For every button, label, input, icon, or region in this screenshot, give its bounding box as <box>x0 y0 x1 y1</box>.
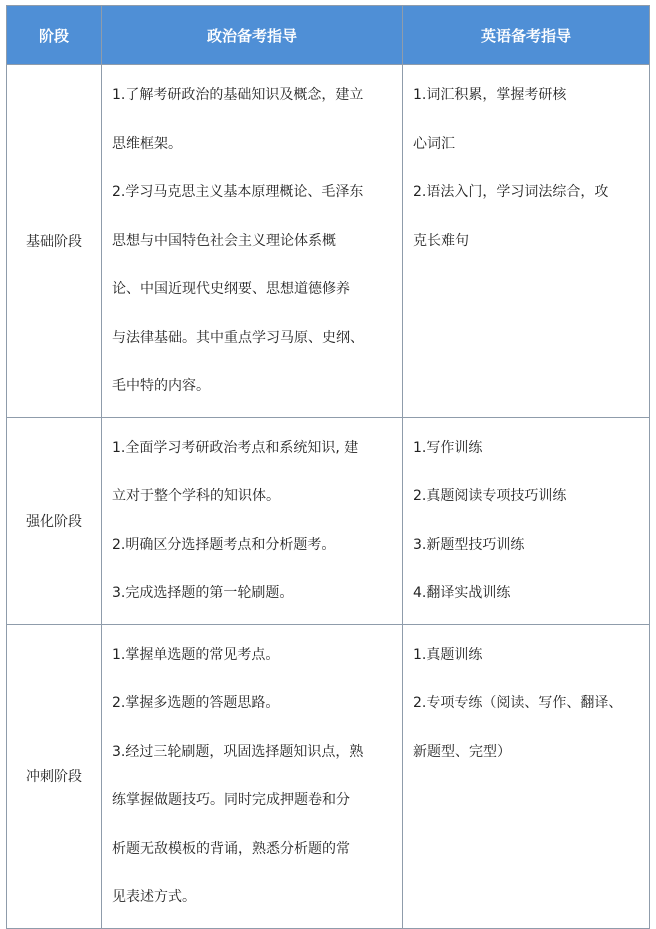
politics-cell <box>102 624 403 928</box>
politics-cell <box>102 65 403 418</box>
english-text: 1.真题训练 2.专项专练（阅读、写作、翻译、 新题型、完型） <box>413 646 623 760</box>
study-plan-table <box>6 5 650 929</box>
table-header-row <box>7 6 650 65</box>
table-row <box>7 624 650 928</box>
header-english: 英语备考指导 <box>403 6 650 65</box>
header-stage: 阶段 <box>7 6 102 65</box>
english-cell <box>403 417 650 624</box>
politics-text: 1.全面学习考研政治考点和系统知识, 建 立对于整个学科的知识体。 2.明确区分选择题考点和分析题考。 3.完成选择题的第一轮刷题。 <box>112 439 359 601</box>
stage-cell: 冲刺阶段 <box>7 624 102 928</box>
stage-cell: 基础阶段 <box>7 65 102 418</box>
english-text: 1.写作训练 2.真题阅读专项技巧训练 3.新题型技巧训练 4.翻译实战训练 <box>413 439 567 601</box>
table-row <box>7 65 650 418</box>
politics-cell <box>102 417 403 624</box>
english-text: 1.词汇积累，掌握考研核 心词汇 2.语法入门，学习词法综合，攻 克长难句 <box>413 87 609 249</box>
stage-cell: 强化阶段 <box>7 417 102 624</box>
english-cell <box>403 624 650 928</box>
politics-text: 1.了解考研政治的基础知识及概念，建立 思维框架。 2.学习马克思主义基本原理概论、毛泽东 思想与中国特色社会主义理论体系概 论、中国近现代史纲要、思想道德修养 与法律基础。其中重点学习马原、史纲、 毛中特的内容。 <box>112 87 364 394</box>
table-row <box>7 417 650 624</box>
politics-text: 1.掌握单选题的常见考点。 2.掌握多选题的答题思路。 3.经过三轮刷题，巩固选择题知识点，熟 练掌握做题技巧。同时完成押题卷和分 析题无敌模板的背诵，熟悉分析题的常 见表述方式。 <box>112 646 364 905</box>
english-cell <box>403 65 650 418</box>
header-politics: 政治备考指导 <box>102 6 403 65</box>
